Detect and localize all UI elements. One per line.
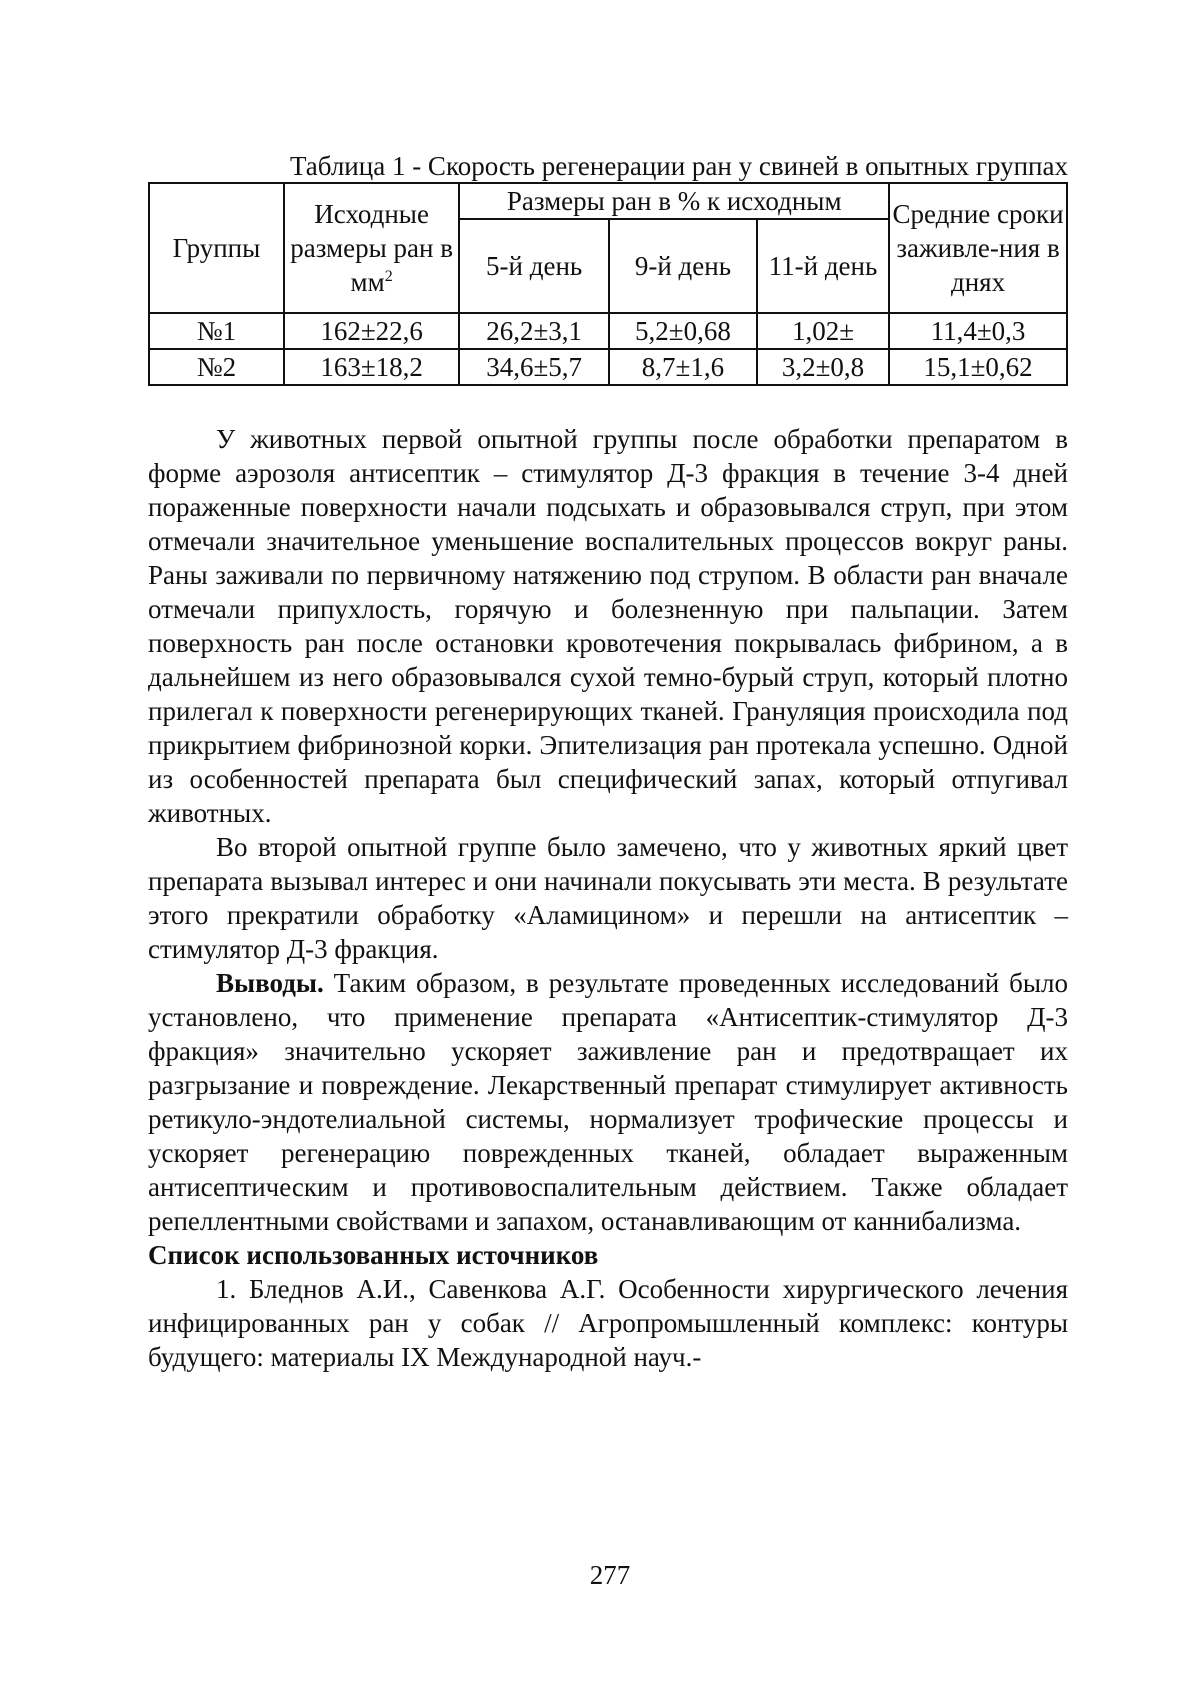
header-day11: 11-й день [757,219,889,313]
header-initial-text: Исходные размеры ран в мм [290,199,453,297]
regeneration-table [148,182,1068,386]
conclusions-label: Выводы. [216,968,324,998]
header-day9: 9-й день [609,219,757,313]
table-cell: №1 [149,313,284,349]
table-header-row [149,183,1067,219]
table-cell: №2 [149,349,284,385]
reference-item: 1. Бледнов А.И., Савенкова А.Г. Особенности хирургического лечения инфицированных ран у собак // Агропромышленный комплекс: контуры будущего: материалы IX Международной науч.- [148,1274,1068,1372]
table-cell: 11,4±0,3 [889,313,1067,349]
table-cell: 162±22,6 [284,313,459,349]
paragraph-first-group: У животных первой опытной группы после обработки препаратом в форме аэрозоля антисептик – стимулятор Д-3 фракция в течение 3-4 дней пораженные поверхности начали подсыхать и образовывался струп, при этом отмечали значительное уменьшение воспалительных процессов вокруг раны. Раны заживали по первичному натяжению под струпом. В области ран вначале отмечали припухлость, горячую и болезненную при пальпации. Затем поверхность ран после остановки кровотечения покрывалась фибрином, а в дальнейшем из него образовывался сухой темно-бурый струп, который плотно прилегал к поверхности регенерирующих тканей. Грануляция происходила под прикрытием фибринозной корки. Эпителизация ран протекала успешно. Одной из особенностей препарата был специфический запах, который отпугивал животных. [148,424,1068,828]
header-groups: Группы [149,183,284,313]
conclusions-text: Таким образом, в результате проведенных исследований было установлено, что применение препарата «Антисептик-стимулятор Д-3 фракция» значительно ускоряет заживление ран и предотвращает их разгрызание и повреждение. Лекарственный препарат стимулирует активность ретикуло-эндотелиальной системы, нормализует трофические процессы и ускоряет регенерацию поврежденных тканей, обладает выраженным антисептическим и противовоспалительным действием. Также обладает репеллентными свойствами и запахом, останавливающим от каннибализма. [148,968,1068,1236]
references-title: Список использованных источников [148,1240,599,1270]
table-row [149,349,1067,385]
paragraph-second-group: Во второй опытной группе было замечено, что у животных яркий цвет препарата вызывал интерес и они начинали покусывать эти места. В результате этого прекратили обработку «Аламицином» и перешли на антисептик – стимулятор Д-3 фракция. [148,832,1068,964]
table-cell: 3,2±0,8 [757,349,889,385]
header-sizes-percent: Размеры ран в % к исходным [459,183,889,219]
table-caption: Таблица 1 - Скорость регенерации ран у свиней в опытных группах [289,151,1068,181]
table-cell: 5,2±0,68 [609,313,757,349]
header-initial-size [284,183,459,313]
header-initial-sup: 2 [384,268,393,285]
table-row [149,313,1067,349]
page-number: 277 [589,1560,631,1590]
table-cell: 163±18,2 [284,349,459,385]
references-section [148,1238,1068,1374]
table-cell: 26,2±3,1 [459,313,609,349]
body-text [148,422,1068,1238]
table-cell: 34,6±5,7 [459,349,609,385]
header-day5: 5-й день [459,219,609,313]
table-cell: 1,02± [757,313,889,349]
paragraph-conclusions [148,966,1068,1238]
table-cell: 15,1±0,62 [889,349,1067,385]
page-content [148,150,1068,1374]
table-cell: 8,7±1,6 [609,349,757,385]
header-average-days: Средние сроки заживле-ния в днях [889,183,1067,313]
